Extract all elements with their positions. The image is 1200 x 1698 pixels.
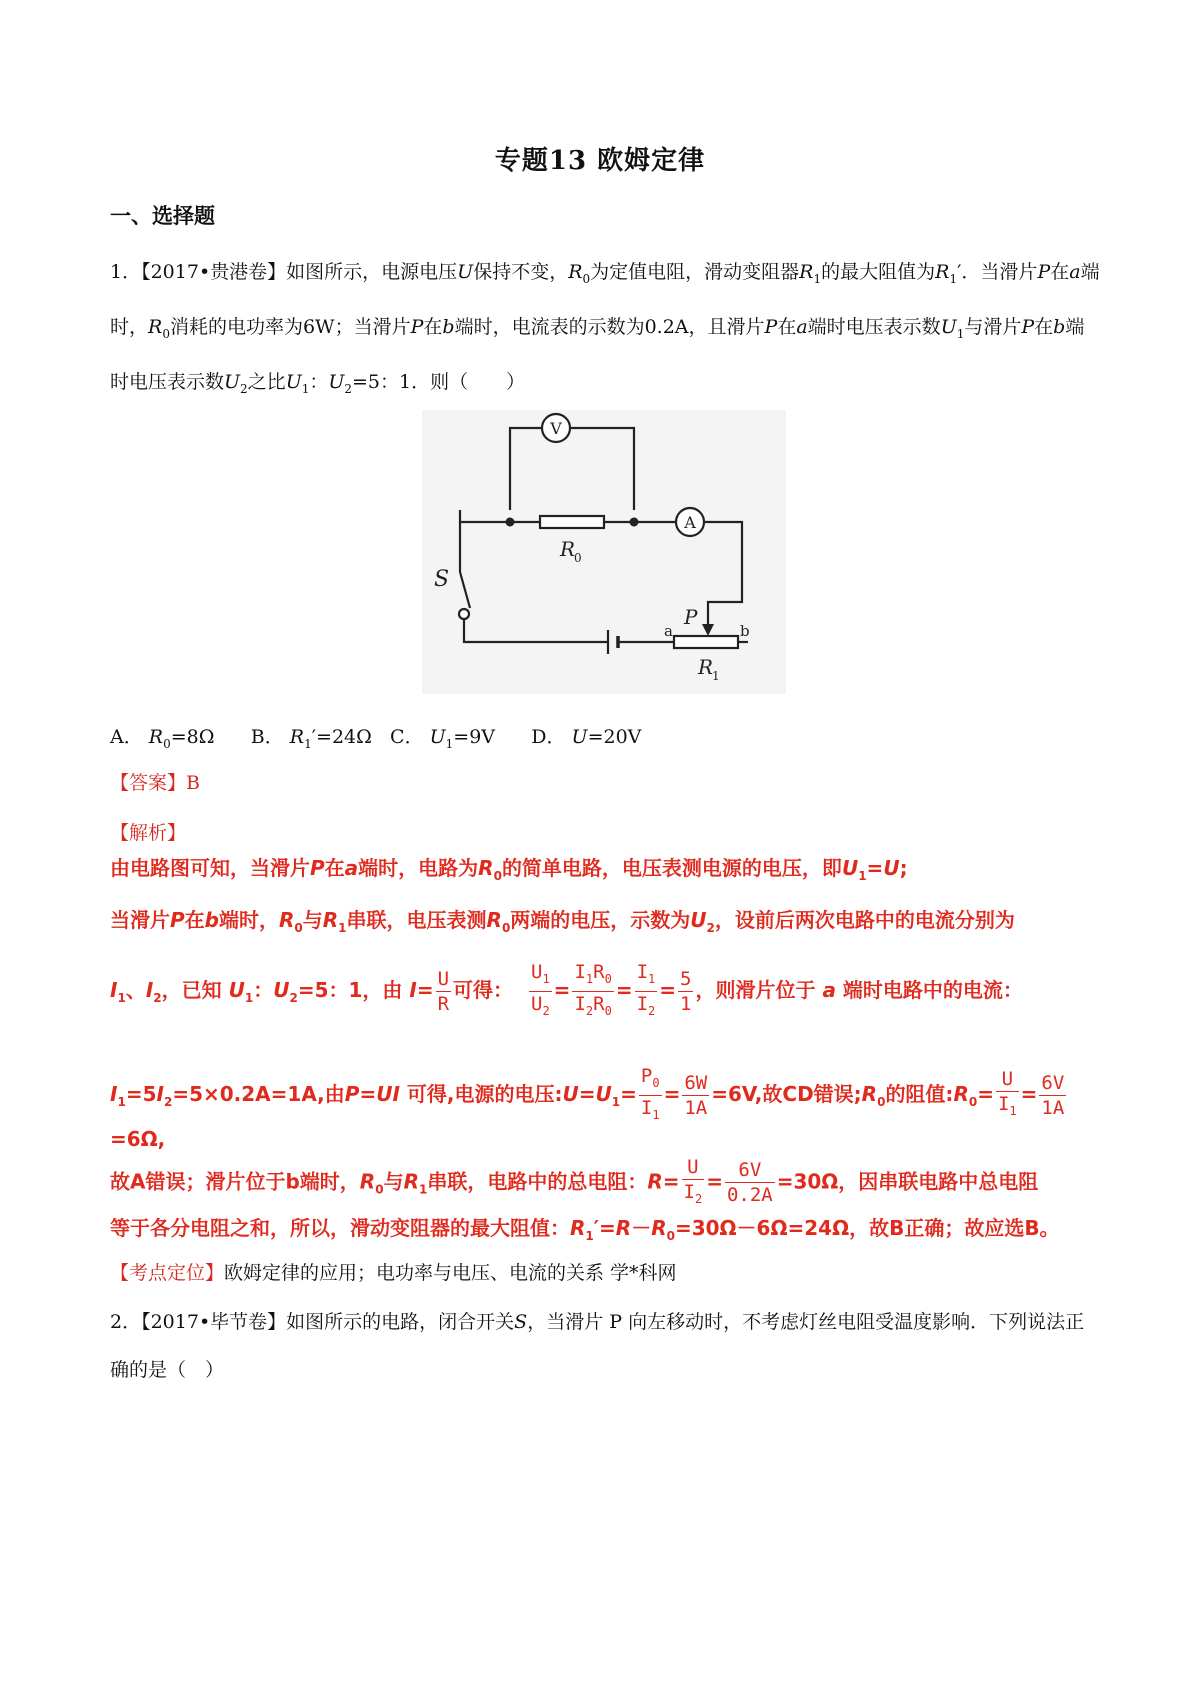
solution-text: =30Ω，因串联电路中总电阻 xyxy=(776,1169,1039,1194)
solution-text: 由电路图可知，当滑片 xyxy=(110,856,310,880)
fraction-5-1: $\frac{5}{1}$ xyxy=(680,967,692,1015)
wire xyxy=(510,428,542,510)
option-d: D． U=20V xyxy=(531,726,642,748)
switch-label: S xyxy=(434,567,450,592)
option-letter: C． xyxy=(390,726,424,748)
solution-text: =5×0.2A=1A,由 xyxy=(172,1081,345,1106)
junction-dot xyxy=(630,518,639,527)
switch-blade-icon xyxy=(460,572,470,608)
q1-text: 消耗的电功率为6W；当滑片 xyxy=(169,315,411,338)
slider-arrow-icon xyxy=(702,624,714,636)
q1-text: ： xyxy=(309,370,329,393)
q2-text: 如图所示的电路，闭合开关 xyxy=(286,1311,515,1333)
analysis-tag: 【解析】 xyxy=(110,822,187,844)
solution-text: 可得： xyxy=(453,977,514,1002)
solution-text: =5：1，由 xyxy=(297,977,403,1002)
fraction-i-ratio: $\frac{I_1}{I_2}$ xyxy=(636,961,656,1018)
r1-sub: 1 xyxy=(712,669,720,683)
q1-text: 保持不变， xyxy=(473,261,569,283)
switch-contact-icon xyxy=(459,609,469,619)
solution-text: 在 xyxy=(184,908,205,932)
r1-label: R xyxy=(698,655,714,679)
q1-text: 与滑片 xyxy=(964,315,1022,338)
slider-label: P xyxy=(684,605,698,629)
q1-text: 端时，电流表的示数为0.2A，且滑片 xyxy=(454,315,765,338)
wire xyxy=(570,428,634,510)
q1-text: 之比 xyxy=(247,370,286,393)
q1-text: 如图所示，电源电压 xyxy=(286,261,458,283)
wire xyxy=(464,619,608,642)
solution-text: 可得,电源的电压: xyxy=(406,1081,563,1106)
option-a: A． $R_0=8\Omega$ xyxy=(110,726,215,751)
question-number: 2． xyxy=(110,1311,142,1333)
circuit-diagram xyxy=(422,410,786,694)
solution-line-3: $I_1$、$I_2$，已知 $U_1$：$U_2=5$：1，由 I= $\frac{U}{R}$ 可得： $\frac{U_1}{U_2}$ = $\frac{I_1R_0}{I_2R_0}$ = $\frac{I_1}{I_2}$ = $\frac{5}{1}$ ，则滑片位于 a 端时电路中的电流： xyxy=(110,960,1100,1023)
solution-line-6: 等于各分电阻之和，所以，滑动变阻器的最大阻值：$R_1'=R-R_0=30\Omega-6\Omega=24\Omega$，故B正确；故应选B。 xyxy=(110,1216,1060,1243)
fraction-6v-1a: $\frac{6V}{1A}$ xyxy=(1041,1071,1065,1119)
end-b-label: b xyxy=(740,622,750,640)
rheostat-r1-icon xyxy=(674,636,738,648)
question-number: 1． xyxy=(110,261,142,283)
q1-text: 在 xyxy=(1034,315,1054,338)
fraction-6v-02a: $\frac{6V}{0.2A}$ xyxy=(726,1159,773,1207)
solution-text: 的简单电路，电压表测电源的电压，即 xyxy=(501,856,842,880)
solution-text: 、 xyxy=(125,977,146,1002)
solution-text: 等于各分电阻之和，所以，滑动变阻器的最大阻值： xyxy=(110,1216,570,1240)
solution-text: 串联，电路中的总电阻： xyxy=(427,1169,648,1194)
wire xyxy=(704,522,742,624)
fraction-u-i1: $\frac{U}{I_1}$ xyxy=(997,1068,1017,1119)
q1-text: 的最大阻值为 xyxy=(821,261,936,283)
solution-text: 端时，电路为 xyxy=(358,856,479,880)
q1-text: ．当滑片 xyxy=(961,261,1038,283)
option-letter: A． xyxy=(110,726,143,748)
option-letter: B． xyxy=(250,726,284,748)
end-a-label: a xyxy=(664,622,673,640)
solution-text: 端时电路中的电流： xyxy=(842,977,1023,1002)
option-value: =8Ω xyxy=(170,726,215,748)
solution-text: =6V,故CD错误; xyxy=(711,1081,862,1106)
solution-text: ，设前后两次电路中的电流分别为 xyxy=(714,908,1015,932)
voltmeter-label: V xyxy=(550,419,562,438)
solution-text: ，则滑片位于 xyxy=(695,977,816,1002)
solution-text: 端时， xyxy=(219,908,279,932)
q1-text: 端时电压表示数 xyxy=(110,315,1085,393)
option-c: C． $U_1=9V$ xyxy=(390,726,496,751)
q1-text: 端时， xyxy=(110,261,1100,338)
option-value: =24Ω xyxy=(316,726,372,748)
answer-line xyxy=(110,768,200,795)
solution-line-4: $I_1=5I_2=5\times 0.2A=1A$,由P=UI 可得,电源的电压$:U=U_1=$ $\frac{P_0}{I_1}$ = $\frac{6W}{1A}$ =6V,故CD错误$;R_0$的阻值$:R_0=$ $\frac{U}{I_1}$ = $\frac{6V}{1A}$ =6Ω, xyxy=(110,1065,1065,1151)
answer-value: B xyxy=(186,772,200,794)
q1-text: 在 xyxy=(777,315,797,338)
q1-text: 在 xyxy=(423,315,443,338)
solution-line-1: 由电路图可知，当滑片P在a端时，电路为$R_0$的简单电路，电压表测电源的电压，即$U_1=U$; xyxy=(110,856,908,883)
circuit-svg xyxy=(422,410,786,694)
option-b: B． $R_1'=24\Omega$ xyxy=(250,726,372,751)
question-2-text: 2．【2017•毕节卷】如图所示的电路，闭合开关S，当滑片 P 向左移动时，不考虑灯丝电阻受温度影响．下列说法正确的是（ ） xyxy=(110,1311,1085,1381)
solution-line-2: 当滑片P在b端时，$R_0$与$R_1$串联，电压表测$R_0$两端的电压，示数为$U_2$，设前后两次电路中的电流分别为 xyxy=(110,908,1015,935)
solution-text: 在 xyxy=(324,856,345,880)
solution-text: 与 xyxy=(383,1169,404,1194)
q1-text: 在 xyxy=(1050,261,1070,283)
q2-text: ，当滑片 P 向左移动时，不考虑灯丝电阻受温度影响．下列说法正确的是（ ） xyxy=(110,1311,1085,1381)
option-value: =20V xyxy=(587,726,642,748)
ammeter-label: A xyxy=(684,513,696,532)
page-title: 专题13 欧姆定律 xyxy=(494,146,706,176)
answer-options xyxy=(110,722,641,751)
solution-line-5: 故A错误；滑片位于b端时，$R_0$与$R_1$串联，电路中的总电阻：R= $\frac{U}{I_2}$ = $\frac{6V}{0.2A}$ =30Ω，因串联电路中总电阻 xyxy=(110,1155,1100,1211)
solution-text: 串联，电压表测 xyxy=(346,908,487,932)
solution-text: ： xyxy=(253,977,274,1002)
question-source: 【2017•贵港卷】 xyxy=(141,261,287,283)
question-source: 【2017•毕节卷】 xyxy=(141,1311,287,1333)
q1-text: 端时电压表示数 xyxy=(807,315,941,338)
fraction-u-i2: $\frac{U}{I_2}$ xyxy=(683,1156,703,1206)
section-heading: 一、选择题 xyxy=(110,203,215,228)
solution-text: 的阻值: xyxy=(885,1081,954,1106)
fraction-ohm: $\frac{U}{R}$ xyxy=(437,967,450,1015)
solution-text: 两端的电压，示数为 xyxy=(510,908,691,932)
junction-dot xyxy=(506,518,515,527)
r0-label: R xyxy=(560,537,576,561)
key-point-tag: 【考点定位】 xyxy=(110,1262,225,1284)
fraction-6w-1a: $\frac{6W}{1A}$ xyxy=(684,1071,708,1119)
solution-text: 故A错误；滑片位于b端时， xyxy=(110,1169,360,1194)
solution-text: 当滑片 xyxy=(110,908,170,932)
solution-text: =5 xyxy=(125,1081,157,1106)
option-value: =9V xyxy=(453,726,496,748)
q1-text: 为定值电阻，滑动变阻器 xyxy=(590,261,800,283)
fraction-u-ratio: $\frac{U_1}{U_2}$ xyxy=(530,961,550,1018)
solution-text: =6Ω, xyxy=(110,1126,166,1151)
r0-sub: 0 xyxy=(574,551,582,565)
question-1-text: 1．【2017•贵港卷】如图所示，电源电压U保持不变，$R_0$为定值电阻，滑动变阻器$R_1$的最大阻值为$R_1'$．当滑片P在a端时，$R_0$消耗的电功率为6W；当滑片P在b端时，电流表的示数为0.2A，且滑片P在a端时电压表示数$U_1$与滑片P在b端时电压表示数$U_2$之比$U_1$：$U_2=5$：1．则（ ） xyxy=(110,261,1100,396)
wire xyxy=(460,510,540,522)
fraction-ir-ratio: $\frac{I_1R_0}{I_2R_0}$ xyxy=(574,961,612,1018)
fraction-p-i: $\frac{P_0}{I_1}$ xyxy=(640,1065,660,1122)
solution-text: =30Ω－6Ω=24Ω，故B正确；故应选B。 xyxy=(674,1216,1060,1240)
key-point-text: 欧姆定律的应用；电功率与电压、电流的关系 学*科网 xyxy=(224,1262,677,1284)
solution-text: 与 xyxy=(302,908,323,932)
resistor-r0-icon xyxy=(540,516,604,528)
q1-text: =5：1．则（ ） xyxy=(352,370,526,393)
option-letter: D． xyxy=(531,726,566,748)
key-point-line xyxy=(110,1258,677,1285)
answer-tag: 【答案】 xyxy=(110,772,187,794)
solution-text: ，已知 xyxy=(161,977,222,1002)
